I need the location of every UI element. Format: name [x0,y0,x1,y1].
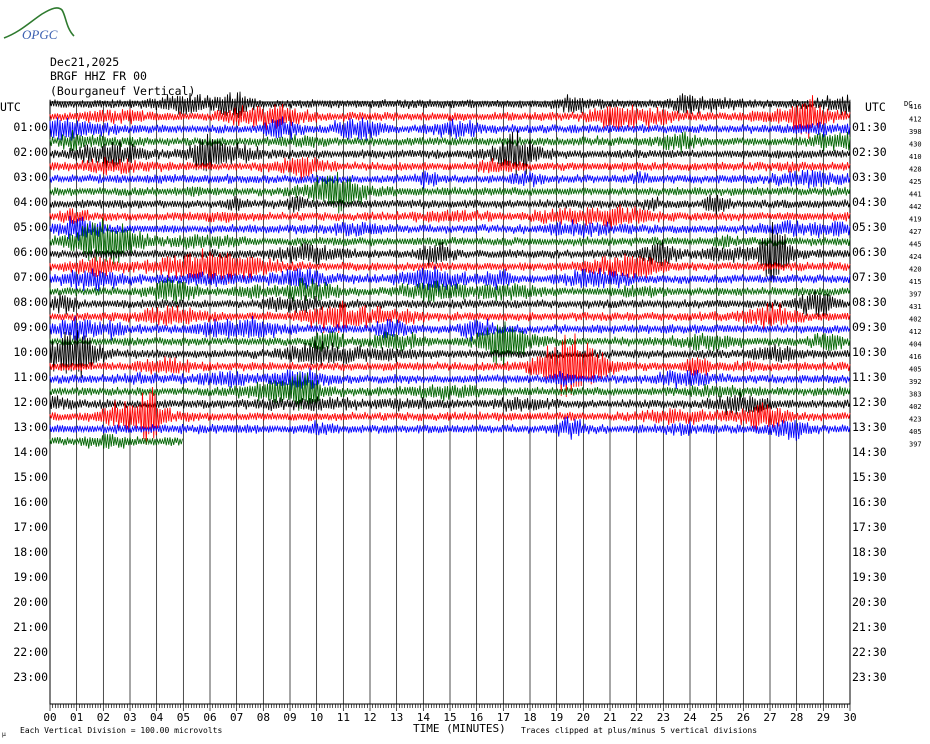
dc-offset-label: 419 [909,215,922,224]
left-hour-label: 19:00 [13,570,48,584]
left-hour-label: 02:00 [13,145,48,159]
right-hour-label: 17:30 [852,520,887,534]
left-hour-label: 04:00 [13,195,48,209]
dc-offset-label: 416 [909,353,922,361]
dc-offset-label: 398 [909,128,922,136]
right-hour-label: 07:30 [852,270,887,284]
right-hour-label: 08:30 [852,295,887,309]
x-tick-label: 18 [523,711,537,724]
right-utc-title: UTC [865,100,886,114]
x-tick-label: 06 [203,711,217,724]
opgc-logo [4,8,74,42]
x-axis [43,704,856,724]
x-tick-label: 29 [816,711,830,724]
left-hour-label: 10:00 [13,345,48,359]
left-hour-label: 12:00 [13,395,48,409]
dc-title: DC [904,100,913,108]
dc-offset-label: 445 [909,240,922,249]
dc-offset-labels [909,103,922,449]
left-hour-label: 13:00 [13,420,48,434]
x-tick-label: 09 [283,711,297,724]
x-tick-label: 17 [496,711,510,724]
footer-scale-note: Each Vertical Division = 100.00 microvolts [20,726,223,735]
left-hour-label: 01:00 [13,120,48,134]
left-hour-label: 11:00 [13,370,48,384]
dc-offset-label: 404 [909,340,922,349]
dc-offset-label: 405 [909,428,922,436]
dc-offset-label: 441 [909,190,922,199]
left-hour-label: 17:00 [13,520,48,534]
left-hour-label: 07:00 [13,270,48,284]
x-tick-label: 22 [630,711,644,724]
left-hour-label: 15:00 [13,470,48,484]
right-hour-label: 20:30 [852,595,887,609]
right-hour-label: 09:30 [852,320,887,334]
x-tick-label: 00 [43,711,57,724]
left-hour-label: 16:00 [13,495,48,509]
right-hour-label: 10:30 [852,345,887,359]
x-tick-label: 19 [550,711,564,724]
x-tick-label: 05 [176,711,190,724]
right-hour-label: 15:30 [852,470,887,484]
dc-offset-label: 412 [909,115,922,124]
right-hour-label: 23:30 [852,670,887,684]
left-hour-label: 22:00 [13,645,48,659]
right-hour-label: 11:30 [852,370,887,384]
logo-text: OPGC [22,27,58,42]
dc-offset-label: 442 [909,203,922,211]
right-hour-label: 01:30 [852,120,887,134]
dc-offset-label: 428 [909,165,922,174]
left-utc-title: UTC [0,100,21,114]
left-hour-label: 14:00 [13,445,48,459]
left-hour-label: 08:00 [13,295,48,309]
right-hour-label: 14:30 [852,445,887,459]
x-axis-title: TIME (MINUTES) [413,722,506,735]
x-tick-label: 27 [763,711,777,724]
x-tick-label: 14 [416,711,430,724]
left-hour-label: 03:00 [13,170,48,184]
x-tick-label: 24 [683,711,697,724]
dc-offset-label: 416 [909,103,922,111]
left-hour-label: 18:00 [13,545,48,559]
x-tick-label: 15 [443,711,457,724]
x-tick-label: 10 [310,711,324,724]
x-tick-label: 03 [123,711,137,724]
right-hour-label: 02:30 [852,145,887,159]
left-hour-labels [13,120,48,684]
dc-offset-label: 392 [909,378,922,386]
dc-offset-label: 405 [909,365,922,374]
right-hour-label: 06:30 [852,245,887,259]
x-tick-label: 23 [656,711,670,724]
dc-offset-label: 430 [909,140,922,149]
left-hour-label: 06:00 [13,245,48,259]
x-tick-label: 02 [96,711,110,724]
x-tick-label: 26 [736,711,750,724]
dc-offset-label: 383 [909,390,922,399]
dc-offset-label: 431 [909,303,922,311]
right-hour-label: 04:30 [852,195,887,209]
x-tick-label: 11 [336,711,350,724]
x-tick-label: 13 [390,711,404,724]
x-tick-label: 30 [843,711,857,724]
dc-offset-label: 427 [909,228,922,236]
right-hour-label: 03:30 [852,170,887,184]
x-tick-label: 20 [576,711,590,724]
footer-mark: µ [2,731,6,738]
dc-offset-label: 415 [909,278,922,286]
right-hour-label: 18:30 [852,545,887,559]
dc-offset-label: 397 [909,290,922,299]
right-hour-label: 21:30 [852,620,887,634]
x-tick-label: 01 [70,711,84,724]
dc-offset-label: 402 [909,403,922,411]
left-hour-label: 23:00 [13,670,48,684]
dc-offset-label: 402 [909,315,922,324]
x-tick-label: 21 [603,711,617,724]
right-hour-label: 22:30 [852,645,887,659]
right-hour-label: 12:30 [852,395,887,409]
dc-offset-label: 397 [909,440,922,449]
header-date: Dec21,2025 [50,55,120,69]
x-tick-label: 04 [150,711,164,724]
right-hour-label: 16:30 [852,495,887,509]
header-station: BRGF HHZ FR 00 [50,69,147,83]
x-tick-label: 08 [256,711,270,724]
left-hour-label: 20:00 [13,595,48,609]
right-hour-labels [852,120,887,684]
footer-clip-note: Traces clipped at plus/minus 5 vertical divisions [521,726,758,735]
left-hour-label: 09:00 [13,320,48,334]
dc-offset-label: 412 [909,328,922,336]
dc-offset-label: 424 [909,253,922,261]
x-tick-label: 25 [710,711,724,724]
dc-offset-label: 410 [909,153,922,161]
left-hour-label: 05:00 [13,220,48,234]
trace-line [50,434,183,450]
x-tick-label: 28 [790,711,804,724]
right-hour-label: 13:30 [852,420,887,434]
header-station-desc: (Bourganeuf Vertical) [50,84,196,98]
right-hour-label: 05:30 [852,220,887,234]
x-tick-label: 16 [470,711,484,724]
x-tick-label: 12 [363,711,377,724]
right-hour-label: 19:30 [852,570,887,584]
dc-offset-label: 423 [909,415,922,424]
x-tick-label: 07 [230,711,244,724]
left-hour-label: 21:00 [13,620,48,634]
dc-offset-label: 425 [909,178,922,186]
dc-offset-label: 420 [909,265,922,274]
